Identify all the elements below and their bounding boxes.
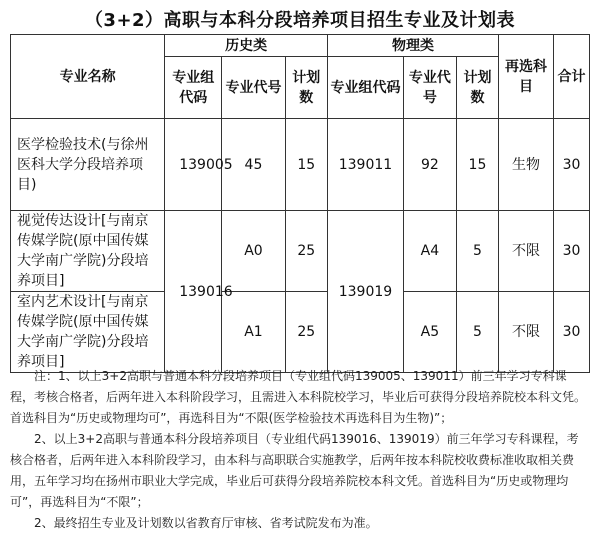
physics-plan-cell: 5 xyxy=(456,211,498,292)
note-2: 2、以上3+2高职与普通本科分段培养项目（专业组代码139016、139019）前三年学习专科课程，考核合格者，后两年进入本科阶段学习，由本科与高职联合实施教学，后两年按本科院校收费标准收取相关费用，五年学习均在扬州市职业大学完成，毕业后可获得分段培养院校本科文凭。首选科目为“历史或物理均可”，再选科目为“不限”； xyxy=(10,432,579,509)
header-history-group: 历史类 xyxy=(165,35,328,57)
page-title: （3+2）高职与本科分段培养项目招生专业及计划表 xyxy=(84,10,516,31)
total-cell: 30 xyxy=(554,119,590,211)
history-major-code-cell: A0 xyxy=(222,211,285,292)
table-row xyxy=(11,119,590,211)
header-history-major-code: 专业代号 xyxy=(222,57,285,119)
history-major-code-cell: A1 xyxy=(222,292,285,373)
header-history-group-code: 专业组代码 xyxy=(165,57,222,119)
physics-group-code-cell: 139011 xyxy=(327,119,403,211)
reselect-subject-cell: 生物 xyxy=(499,119,554,211)
major-name-cell: 室内艺术设计[与南京传媒学院(原中国传媒大学南广学院)分段培养项目] xyxy=(11,292,165,373)
note-1: 注：1、以上3+2高职与普通本科分段培养项目（专业组代码139005、139011）前三年学习专科课程，考核合格者，后两年进入本科阶段学习，且需进入本科院校学习，毕业后可获得分段培养院校本科文凭。首选科目为“历史或物理均可”，再选科目为“不限(医学检验技术再选科目为生物)”； xyxy=(10,369,587,425)
table-row xyxy=(11,292,590,373)
header-history-plan: 计划数 xyxy=(285,57,327,119)
note-3: 2、最终招生专业及计划数以省教育厅审核、省考试院发布为准。 xyxy=(34,516,378,530)
total-cell: 30 xyxy=(554,211,590,292)
notes-section xyxy=(10,366,590,534)
header-total: 合计 xyxy=(554,35,590,119)
header-physics-plan: 计划数 xyxy=(456,57,498,119)
header-physics-major-code: 专业代号 xyxy=(404,57,457,119)
header-reselect-subject: 再选科目 xyxy=(499,35,554,119)
header-major-name: 专业名称 xyxy=(11,35,165,119)
reselect-subject-cell: 不限 xyxy=(499,292,554,373)
total-cell: 30 xyxy=(554,292,590,373)
physics-major-code-cell: A5 xyxy=(404,292,457,373)
history-plan-cell: 15 xyxy=(285,119,327,211)
physics-major-code-cell: 92 xyxy=(404,119,457,211)
physics-plan-cell: 15 xyxy=(456,119,498,211)
history-plan-cell: 25 xyxy=(285,292,327,373)
physics-major-code-cell: A4 xyxy=(404,211,457,292)
history-plan-cell: 25 xyxy=(285,211,327,292)
header-row-group xyxy=(11,35,590,57)
table-row xyxy=(11,211,590,292)
history-major-code-cell: 45 xyxy=(222,119,285,211)
major-name-cell: 视觉传达设计[与南京传媒学院(原中国传媒大学南广学院)分段培养项目] xyxy=(11,211,165,292)
header-physics-group: 物理类 xyxy=(327,35,498,57)
history-group-code-cell: 139005 xyxy=(165,119,222,211)
enrollment-plan-table xyxy=(10,34,590,373)
major-name-cell: 医学检验技术(与徐州医科大学分段培养项目) xyxy=(11,119,165,211)
history-group-code-cell: 139016 xyxy=(165,211,222,373)
header-physics-group-code: 专业组代码 xyxy=(327,57,403,119)
reselect-subject-cell: 不限 xyxy=(499,211,554,292)
physics-group-code-cell: 139019 xyxy=(327,211,403,373)
physics-plan-cell: 5 xyxy=(456,292,498,373)
